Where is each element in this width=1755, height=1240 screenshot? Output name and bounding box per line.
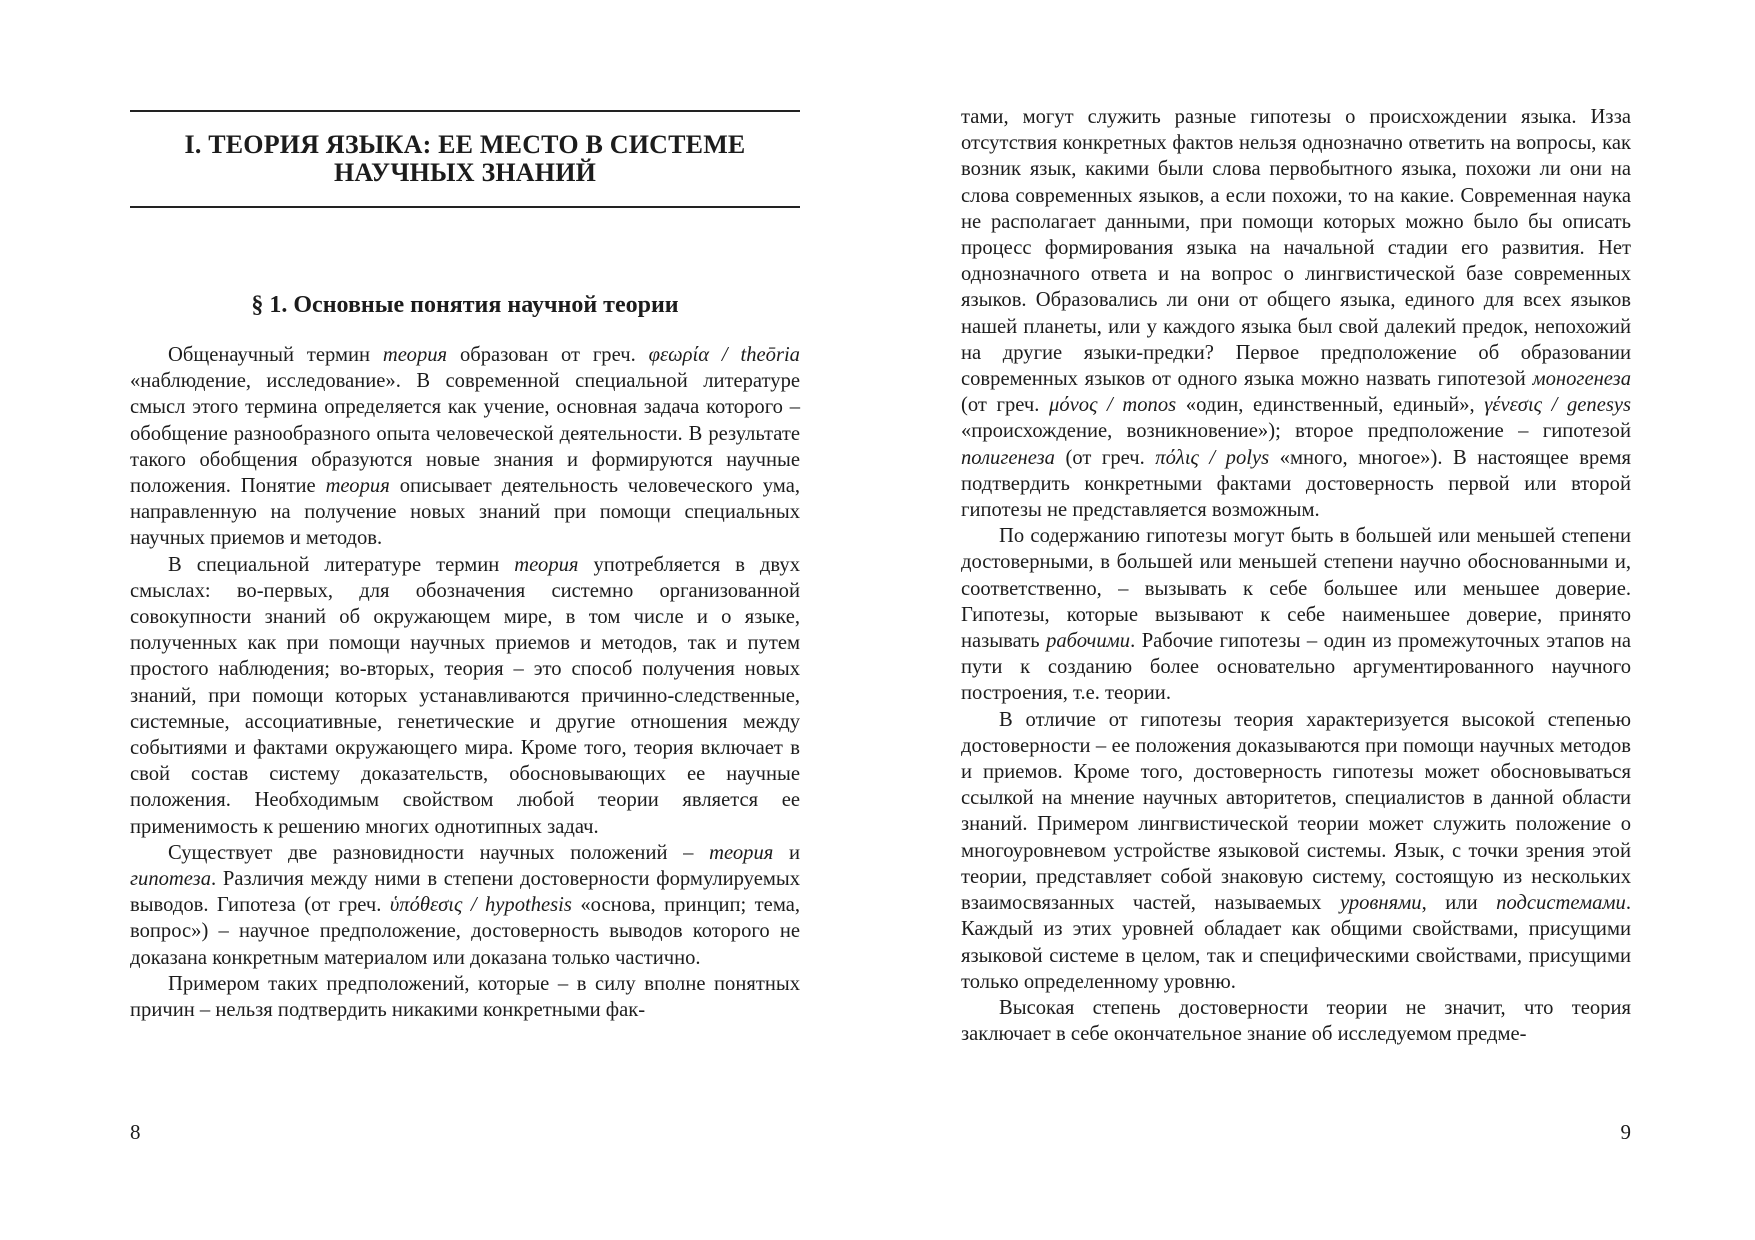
paragraph: Высокая степень достоверности теории не значит, что теория заключает в себе окончательное знание об исследуемом предме- xyxy=(961,996,1631,1046)
paragraph: тами, могут служить разные гипотезы о происхождении языка. Изза отсутствия конкретных фактов нельзя однозначно ответить на вопросы, как возник язык, какими были слова первобытного языка, похожи ли они на слова современных языков, а если похожи, то на какие. Современная наука не располагает данными, при помощи которых можно было бы описать процесс формирования языка на начальной стадии его развития. Нет однозначного ответа и на вопрос о лингвистической базе современных языков. Образовались ли они от общего языка, единого для всех языков нашей планеты, или у каждого языка был свой далекий предок, непохожий на другие языки-предки? Первое предположение об образовании современных языков от одного языка можно назвать гипотезой моногенеза (от греч. μόνος / monos «один, единственный, единый», γένεσις / genesys «происхождение, возникновение»); второе предположение – гипотезой полигенеза (от греч. πόλις / polys «много, многое»). В настоящее время подтвердить конкретными фактами достоверность первой или второй гипотезы не представляется возможным. xyxy=(961,106,1632,522)
paragraph: По содержанию гипотезы могут быть в большей или меньшей степени достоверными, в большей или меньшей степени научно обоснованными и, соответственно, – вызывать к себе большее или меньшее доверие. Гипотезы, которые вызывают к себе наименьшее доверие, принято называть рабочими. Рабочие гипотезы – один из промежуточных этапов на пути к созданию более основательно аргументированного научного построения, т.е. теории. xyxy=(961,525,1632,705)
left-page xyxy=(130,0,800,1240)
right-body-text xyxy=(961,104,1631,1047)
italic-term: теория xyxy=(325,475,390,498)
chapter-title xyxy=(130,131,800,187)
italic-term: теория xyxy=(709,841,774,864)
italic-term: подсистемами xyxy=(1496,892,1626,915)
italic-term: μόνος / monos xyxy=(1049,394,1177,417)
italic-term: гипотеза xyxy=(130,868,211,891)
section-title: § 1. Основные понятия научной теории xyxy=(251,292,679,318)
left-body-text xyxy=(130,342,800,1023)
italic-term: уровнями xyxy=(1339,892,1422,915)
italic-term: теория xyxy=(514,553,579,576)
italic-term: рабочими xyxy=(1046,630,1131,653)
right-page xyxy=(961,0,1631,1240)
paragraph: Общенаучный термин теория образован от греч. φεωρία / theōria «наблюдение, исследование». В современной специальной литературе смысл этого термина определяется как учение, основная задача которого – обобщение разнообразного опыта человеческой деятельности. В результате такого обобщения образуются новые знания и формируются научные положения. Понятие теория описывает деятельность человеческого ума, направленную на получение новых знаний при помощи специальных научных приемов и методов. xyxy=(130,344,800,550)
italic-term: моногенеза xyxy=(1532,368,1631,391)
italic-term: теория xyxy=(382,344,448,366)
italic-term: γένεσις / genesys xyxy=(1484,394,1632,417)
paragraph: Существует две разновидности научных положений – теория и гипотеза. Различия между ними в степени достоверности формулируемых выводов. Гипотеза (от греч. ὑπόθεσις / hypothesis «основа, принцип; тема, вопрос») – научное предположение, достоверность выводов которого не доказана конкретным материалом или доказана только частично. xyxy=(130,841,801,969)
page-number: 9 xyxy=(1620,1120,1631,1144)
chapter-title-line-2: НАУЧНЫХ ЗНАНИЙ xyxy=(333,158,597,187)
page-number: 8 xyxy=(130,1120,141,1144)
chapter-title-line-1: I. ТЕОРИЯ ЯЗЫКА: ЕЕ МЕСТО В СИСТЕМЕ xyxy=(184,130,746,159)
paragraph: В специальной литературе термин теория употребляется в двух смыслах: во-первых, для обозначения системно организованной совокупности знаний об окружающем мире, в том числе и о языке, полученных как при помощи научных приемов и методов, так и путем простого наблюдения; во-вторых, теория – это способ получения новых знаний, при помощи которых устанавливаются причинно-следственные, системные, ассоциативные, генетические и другие отношения между событиями и фактами окружающего мира. Кроме того, теория включает в свой состав систему доказательств, обосновывающих ее научные положения. Необходимым свойством любой теории является ее применимость к решению многих однотипных задач. xyxy=(130,553,800,838)
paragraph: Примером таких предположений, которые – в силу вполне понятных причин – нельзя подтвердить никакими конкретными фак- xyxy=(130,972,800,1022)
italic-term: φεωρία / theōria xyxy=(648,344,800,366)
italic-term: πόλις / polys xyxy=(1155,446,1270,469)
italic-term: ὑπόθεσις / hypothesis xyxy=(389,894,572,917)
paragraph: В отличие от гипотезы теория характеризуется высокой степенью достоверности – ее положения доказываются при помощи научных методов и приемов. Кроме того, достоверность гипотезы может обосновываться ссылкой на мнение научных авторитетов, специалистов в данной области знаний. Примером лингвистической теории может служить положение о многоуровневом устройстве языковой системы. Язык, с точки зрения этой теории, представляет собой знаковую систему, состоящую из нескольких взаимосвязанных частей, называемых уровнями, или подсистемами. Каждый из этих уровней обладает как общими свойствами, присущими языковой системе в целом, так и специфическими свойствами, присущими только определенному уровню. xyxy=(961,708,1632,993)
italic-term: полигенеза xyxy=(961,446,1055,469)
chapter-heading xyxy=(130,110,800,208)
